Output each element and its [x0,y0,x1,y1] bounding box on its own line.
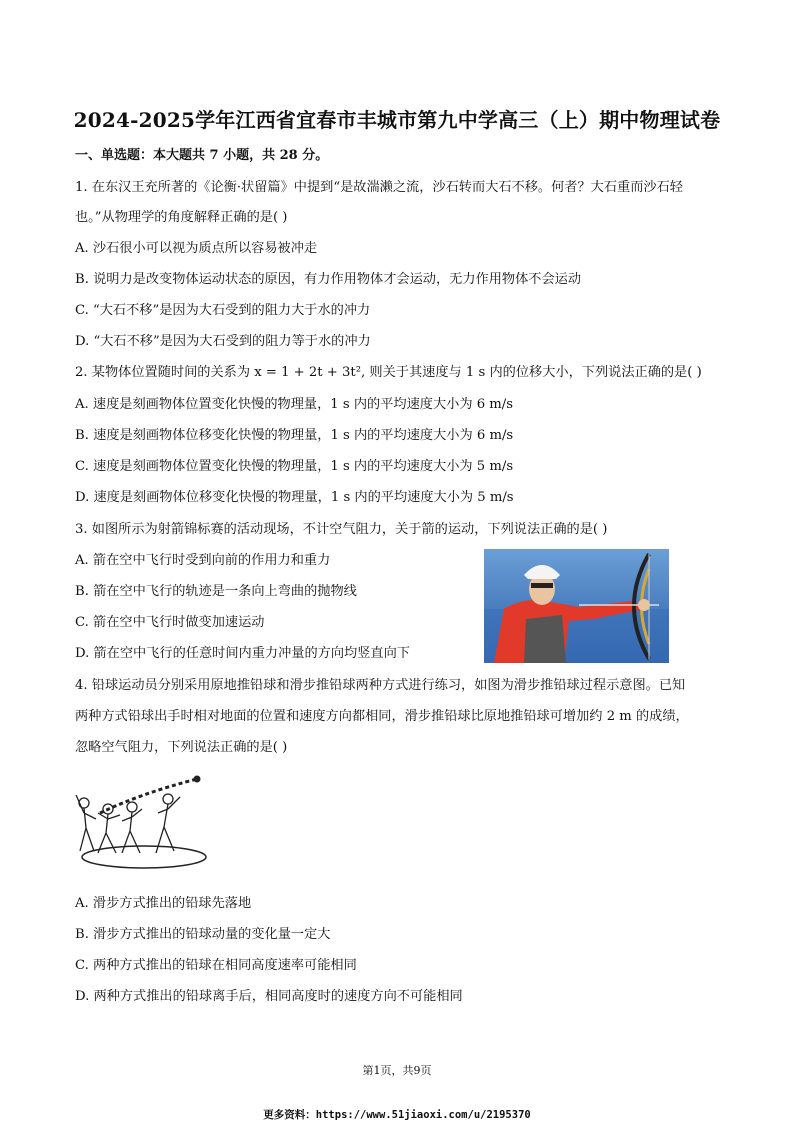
archery-photo [484,549,669,663]
q3-option-d: D. 箭在空中飞行的任意时间内重力冲量的方向均竖直向下 [75,646,410,661]
page-title: 2024-2025学年江西省宜春市丰城市第九中学高三（上）期中物理试卷 [73,108,721,132]
q4-option-d: D. 两种方式推出的铅球离手后，相同高度时的速度方向不可能相同 [75,989,463,1004]
q2-option-a: A. 速度是刻画物体位置变化快慢的物理量，1 s 内的平均速度大小为 6 m/s [75,397,513,412]
q3-option-b: B. 箭在空中飞行的轨迹是一条向上弯曲的抛物线 [75,584,357,599]
q2-option-b: B. 速度是刻画物体位移变化快慢的物理量，1 s 内的平均速度大小为 6 m/s [75,428,514,443]
q1-option-a: A. 沙石很小可以视为质点所以容易被冲走 [75,241,318,256]
q1-stem-line2: 也。”从物理学的角度解释正确的是( ) [75,210,288,225]
q4-option-b: B. 滑步方式推出的铅球动量的变化量一定大 [75,927,331,942]
q1-option-c: C. “大石不移”是因为大石受到的阻力大于水的冲力 [75,303,371,318]
q1-stem-line1: 1. 在东汉王充所著的《论衡·状留篇》中提到“是故湍濑之流，沙石转而大石不移。何者？大石重而沙石轻 [75,180,683,195]
q3-option-c: C. 箭在空中飞行时做变加速运动 [75,615,265,630]
section-heading: 一、单选题：本大题共 7 小题，共 28 分。 [75,148,329,163]
q4-stem-line3: 忽略空气阻力，下列说法正确的是( ) [75,740,288,755]
q2-stem: 2. 某物体位置随时间的关系为 x = 1 + 2t + 3t², 则关于其速度与 1 s 内的位移大小，下列说法正确的是( ) [75,365,702,380]
q4-option-a: A. 滑步方式推出的铅球先落地 [75,896,252,911]
q4-stem-line1: 4. 铅球运动员分别采用原地推铅球和滑步推铅球两种方式进行练习，如图为滑步推铅球过程示意图。已知 [75,678,686,693]
q3-option-a: A. 箭在空中飞行时受到向前的作用力和重力 [75,553,331,568]
q2-option-d: D. 速度是刻画物体位移变化快慢的物理量，1 s 内的平均速度大小为 5 m/s [75,490,514,505]
q1-option-b: B. 说明力是改变物体运动状态的原因，有力作用物体才会运动，无力作用物体不会运动 [75,272,582,287]
shot-put-diagram [72,773,212,873]
q1-option-d: D. “大石不移”是因为大石受到的阻力等于水的冲力 [75,334,371,349]
q4-stem-line2: 两种方式铅球出手时相对地面的位置和速度方向都相同，滑步推铅球比原地推铅球可增加约 2 m 的成绩， [75,709,689,724]
watermark-link[interactable]: 更多资料：https://www.51jiaoxi.com/u/2195370 [263,1109,531,1121]
q2-option-c: C. 速度是刻画物体位置变化快慢的物理量，1 s 内的平均速度大小为 5 m/s [75,459,514,474]
q4-option-c: C. 两种方式推出的铅球在相同高度速率可能相同 [75,958,357,973]
q3-stem: 3. 如图所示为射箭锦标赛的活动现场，不计空气阻力，关于箭的运动，下列说法正确的是( ) [75,522,608,537]
page-footer: 第1页，共9页 [362,1064,432,1077]
